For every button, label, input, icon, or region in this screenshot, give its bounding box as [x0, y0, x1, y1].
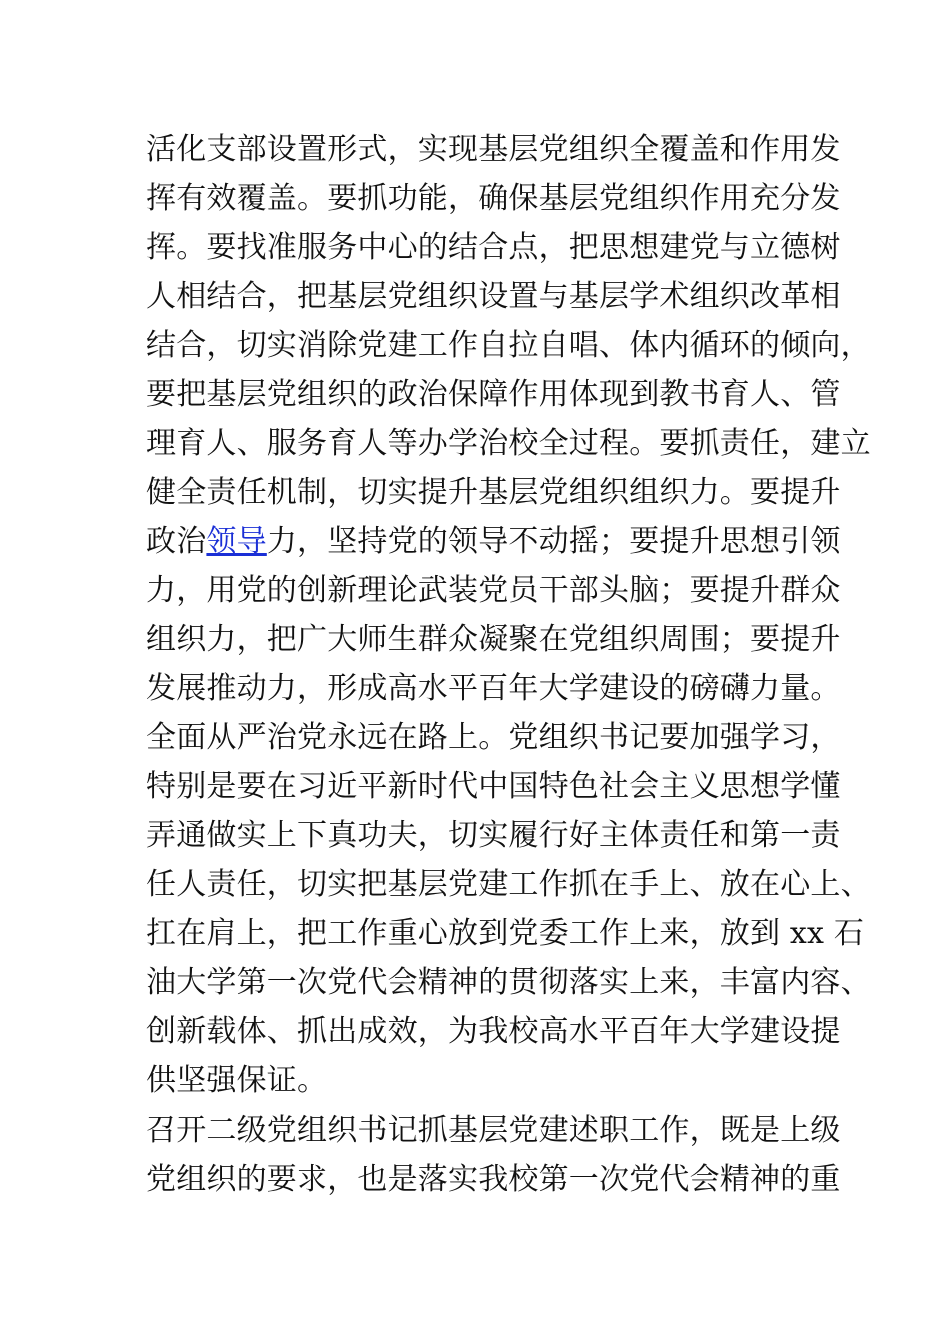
text-line: 挥有效覆盖。要抓功能，确保基层党组织作用充分发 — [146, 181, 841, 216]
text-line: 力，用党的创新理论武装党员干部头脑；要提升群众 — [146, 573, 841, 608]
text-line: 党组织的要求，也是落实我校第一次党代会精神的重 — [146, 1162, 841, 1197]
text-line: 结合，切实消除党建工作自拉自唱、体内循环的倾向， — [146, 328, 871, 363]
text-line: 全面从严治党永远在路上。党组织书记要加强学习， — [146, 720, 841, 755]
text-line: 特别是要在习近平新时代中国特色社会主义思想学懂 — [146, 769, 841, 804]
text-line: 组织力，把广大师生群众凝聚在党组织周围；要提升 — [146, 622, 841, 657]
text-line: 理育人、服务育人等办学治校全过程。要抓责任，建立 — [146, 426, 871, 461]
text-line: 发展推动力，形成高水平百年大学建设的磅礴力量。 — [146, 671, 841, 706]
text-line: 油大学第一次党代会精神的贯彻落实上来，丰富内容、 — [146, 965, 871, 1000]
text-segment: 力，坚持党的领导不动摇；要提升思想引领 — [266, 524, 841, 559]
leadership-link[interactable]: 领导 — [206, 524, 267, 559]
text-line: 活化支部设置形式，实现基层党组织全覆盖和作用发 — [146, 132, 841, 167]
text-line: 扛在肩上，把工作重心放到党委工作上来，放到 xx 石 — [146, 916, 865, 951]
text-line: 挥。要找准服务中心的结合点，把思想建党与立德树 — [146, 230, 841, 265]
text-line-with-link — [146, 524, 841, 560]
text-segment: 政治 — [146, 524, 207, 559]
text-line: 召开二级党组织书记抓基层党建述职工作，既是上级 — [146, 1113, 841, 1148]
text-line: 要把基层党组织的政治保障作用体现到教书育人、管 — [146, 377, 841, 412]
text-line: 人相结合，把基层党组织设置与基层学术组织改革相 — [146, 279, 841, 314]
text-line: 健全责任机制，切实提升基层党组织组织力。要提升 — [146, 475, 841, 510]
text-line: 弄通做实上下真功夫，切实履行好主体责任和第一责 — [146, 818, 841, 853]
text-line: 创新载体、抓出成效，为我校高水平百年大学建设提 — [146, 1014, 841, 1049]
text-line: 任人责任，切实把基层党建工作抓在手上、放在心上、 — [146, 867, 871, 902]
text-line: 供坚强保证。 — [146, 1063, 328, 1098]
